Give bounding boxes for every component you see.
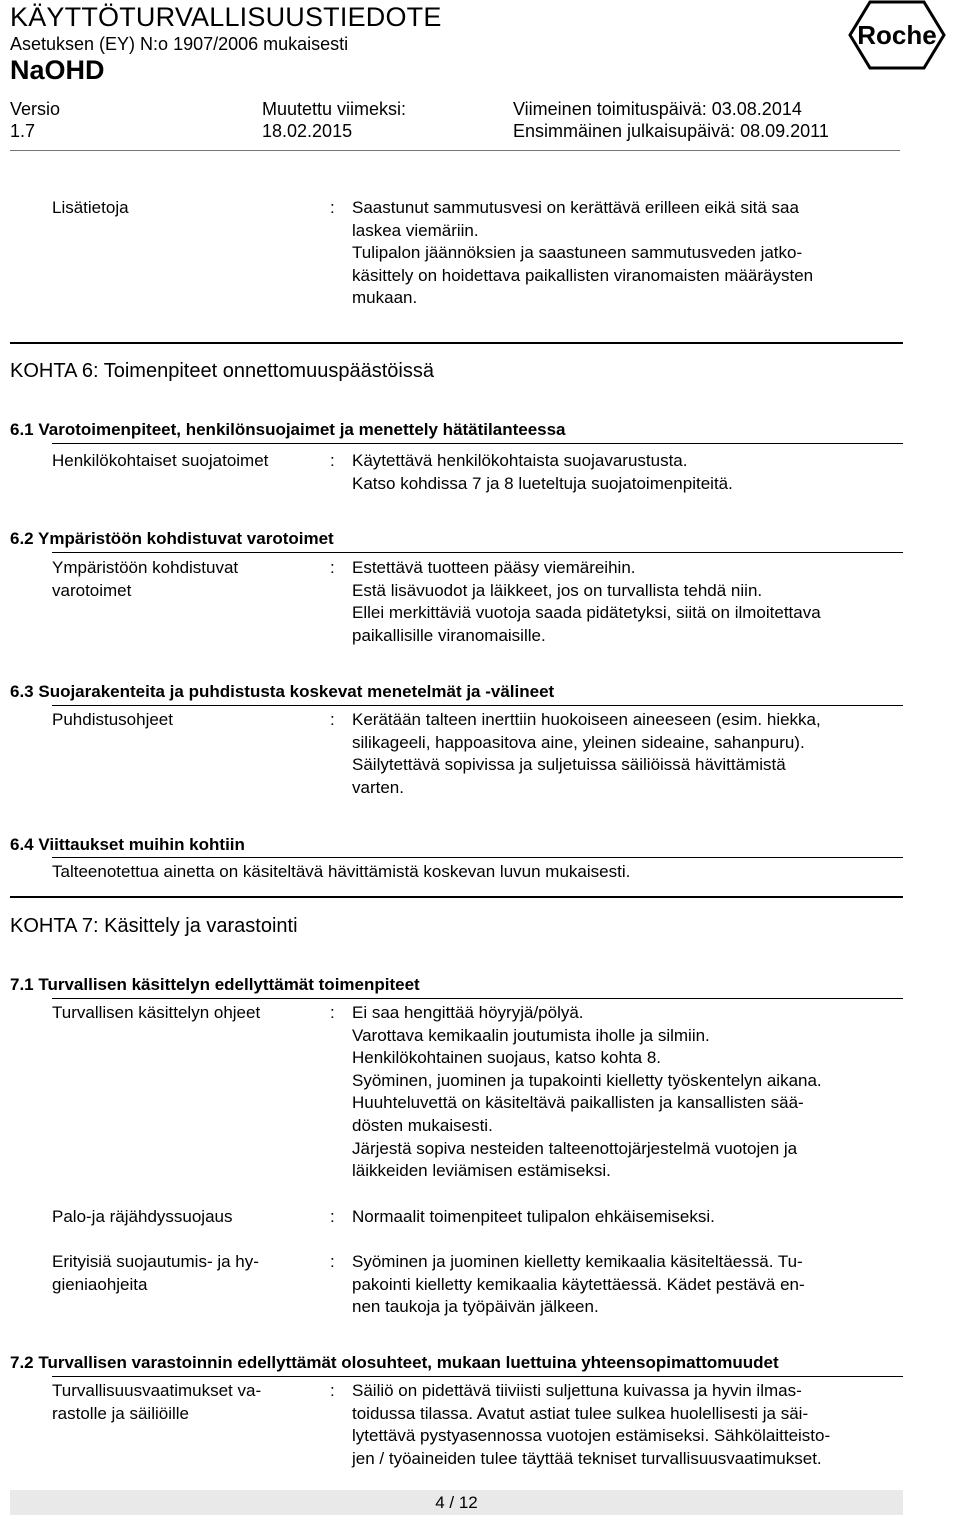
version-value: 1.7 [10, 121, 36, 141]
row-colon: : [330, 1207, 335, 1226]
product-name: NaOHD [10, 55, 105, 85]
row-colon: : [330, 1252, 335, 1271]
subsection-divider [52, 552, 903, 553]
last-issue-date: Viimeinen toimituspäivä: 03.08.2014 [513, 99, 802, 119]
subsection-title-7-2: 7.2 Turvallisen varastoinnin edellyttämät olosuhteet, mukaan luettuina yhteensopimattomuudet [10, 1353, 779, 1372]
subsection-title-6-4: 6.4 Viittaukset muihin kohtiin [10, 835, 245, 854]
row-value-puhdistus: Kerätään talteen inerttiin huokoiseen aineeseen (esim. hiekka, silikageeli, happoasitova aine, yleinen sideaine, sahanpuru). Säilytettävä sopivissa ja suljetuissa säiliöissä hävittämistä varten. [352, 710, 821, 797]
row-label-palo: Palo-ja räjähdyssuojaus [52, 1207, 233, 1226]
subsection-divider [52, 998, 903, 999]
row-value-varastointi: Säiliö on pidettävä tiiviisti suljettuna kuivassa ja hyvin ilmas- toidussa tilassa. Avatut astiat tulee sulkea huolellisesti ja säi- lytettävä pystyasennossa vuotojen estämiseksi. Sähkölaitteisto- jen / työaineiden tulee täyttää tekniset turvallisuusvaatimukset. [352, 1381, 831, 1468]
row-label-kasittely: Turvallisen käsittelyn ohjeet [52, 1003, 261, 1022]
row-colon: : [330, 1381, 335, 1400]
subsection-divider [52, 1376, 903, 1377]
row-value-lisatietoja: Saastunut sammutusvesi on kerättävä erilleen eikä sitä saa laskea viemäriin. Tulipalon jäännöksien ja saastuneen sammutusveden jatko- käsittely on hoidettava paikallisten viranomaisten määräysten mukaan. [352, 198, 814, 308]
revised-label: Muutettu viimeksi: [262, 99, 407, 119]
subsection-title-6-3: 6.3 Suojarakenteita ja puhdistusta koskevat menetelmät ja -välineet [10, 682, 555, 701]
subsection-title-6-2: 6.2 Ympäristöön kohdistuvat varotoimet [10, 529, 334, 548]
header-divider [10, 150, 900, 151]
row-colon: : [330, 451, 335, 470]
row-label-henkilokohtaiset: Henkilökohtaiset suojatoimet [52, 451, 269, 470]
subsection-divider [52, 443, 903, 444]
row-label-hygienia: Erityisiä suojautumis- ja hy- gieniaohjeita [52, 1252, 259, 1294]
row-value-ymparisto: Estettävä tuotteen pääsy viemäreihin. Estä lisävuodot ja läikkeet, jos on turvallista tehdä niin. Ellei merkittäviä vuotoja saada pidätetyksi, siitä on ilmoitettava paikallisille viranomaisille. [352, 558, 821, 645]
subsection-title-7-1: 7.1 Turvallisen käsittelyn edellyttämät toimenpiteet [10, 975, 420, 994]
subsection-title-6-1: 6.1 Varotoimenpiteet, henkilönsuojaimet ja menettely hätätilanteessa [10, 420, 566, 439]
subsection-divider [52, 705, 903, 706]
section-title-6: KOHTA 6: Toimenpiteet onnettomuuspäästöissä [10, 360, 434, 382]
subsection-text-6-4: Talteenotettua ainetta on käsiteltävä hävittämistä koskevan luvun mukaisesti. [52, 862, 631, 881]
row-colon: : [330, 1003, 335, 1022]
subsection-divider [52, 857, 903, 858]
row-label-ymparisto: Ympäristöön kohdistuvat varotoimet [52, 558, 239, 600]
row-colon: : [330, 558, 335, 577]
row-value-henkilokohtaiset: Käytettävä henkilökohtaista suojavarustusta. Katso kohdissa 7 ja 8 lueteltuja suojatoimenpiteitä. [352, 451, 733, 493]
page-footer [10, 1490, 903, 1515]
row-label-lisatietoja: Lisätietoja [52, 198, 129, 217]
document-title: KÄYTTÖTURVALLISUUSTIEDOTE [10, 2, 442, 32]
row-value-hygienia: Syöminen ja juominen kielletty kemikaalia käsiteltäessä. Tu- pakointi kielletty kemikaalia käytettäessä. Kädet pestävä en- nen taukoja ja työpäivän jälkeen. [352, 1252, 805, 1317]
first-issue-date: Ensimmäinen julkaisupäivä: 08.09.2011 [513, 121, 829, 141]
regulation-subtitle: Asetuksen (EY) N:o 1907/2006 mukaisesti [10, 34, 349, 54]
row-colon: : [330, 198, 335, 217]
section-title-7: KOHTA 7: Käsittely ja varastointi [10, 915, 298, 937]
row-colon: : [330, 710, 335, 729]
version-label: Versio [10, 99, 61, 119]
row-label-varastointi: Turvallisuusvaatimukset va- rastolle ja säiliöille [52, 1381, 262, 1423]
section-divider [10, 896, 903, 898]
row-value-palo: Normaalit toimenpiteet tulipalon ehkäisemiseksi. [352, 1207, 715, 1226]
section-divider [10, 342, 903, 344]
row-label-puhdistus: Puhdistusohjeet [52, 710, 173, 729]
row-value-kasittely: Ei saa hengittää höyryjä/pölyä. Varottava kemikaalin joutumista iholle ja silmiin. Henkilökohtainen suojaus, katso kohta 8. Syöminen, juominen ja tupakointi kielletty työskentelyn aikana. Huuhteluvettä on käsiteltävä paikallisten ja kansallisten sää- dösten mukaisesti. Järjestä sopiva nesteiden talteenottojärjestelmä vuotojen ja läikkeiden leviämisen estämiseksi. [352, 1003, 822, 1181]
roche-logo-icon [848, 0, 946, 70]
revised-value: 18.02.2015 [262, 121, 353, 141]
logo-text: Roche [857, 20, 937, 50]
page-number: 4 / 12 [435, 1493, 478, 1512]
